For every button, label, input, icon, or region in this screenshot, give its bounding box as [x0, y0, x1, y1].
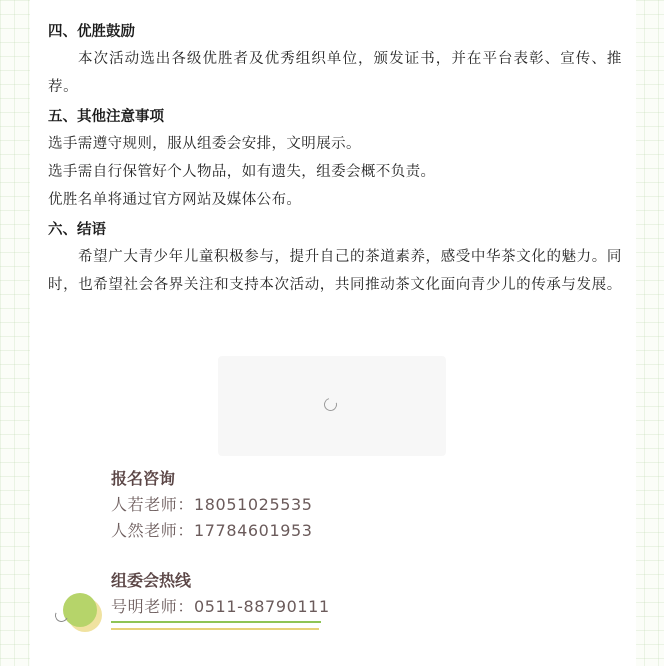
decorative-circle-green [63, 593, 97, 627]
hotline-row: 号明老师：0511-88790111 [111, 597, 330, 616]
registration-contact [111, 466, 411, 544]
article-body [30, 0, 636, 666]
section-paragraph-awards: 本次活动选出各级优胜者及优秀组织单位，颁发证书，并在平台表彰、宣传、推荐。 [48, 51, 622, 95]
decorative-underline-yellow [111, 628, 319, 630]
notes-line-2: 选手需自行保管好个人物品，如有遗失，组委会概不负责。 [48, 164, 436, 180]
decorative-underline-green [111, 621, 321, 623]
section-heading-awards: 四、优胜鼓励 [48, 24, 135, 40]
section-heading-conclusion: 六、结语 [48, 222, 106, 238]
hotline-title: 组委会热线 [111, 571, 192, 590]
notes-line-1: 选手需遵守规则，服从组委会安排，文明展示。 [48, 136, 361, 152]
section-heading-notes: 五、其他注意事项 [48, 109, 164, 125]
loading-spinner-icon [322, 396, 340, 414]
section-paragraph-conclusion: 希望广大青少年儿童积极参与，提升自己的茶道素养，感受中华茶文化的魅力。同时，也希望社会各界关注和支持本次活动，共同推动茶文化面向青少儿的传承与发展。 [48, 249, 622, 293]
committee-hotline [111, 568, 411, 620]
contact-title: 报名咨询 [111, 469, 176, 488]
notes-line-3: 优胜名单将通过官方网站及媒体公布。 [48, 192, 302, 208]
article-content [48, 19, 622, 299]
contact-row-1: 人若老师：18051025535 [111, 495, 313, 514]
contact-row-2: 人然老师：17784601953 [111, 521, 313, 540]
image-loading-placeholder[interactable] [218, 356, 446, 456]
